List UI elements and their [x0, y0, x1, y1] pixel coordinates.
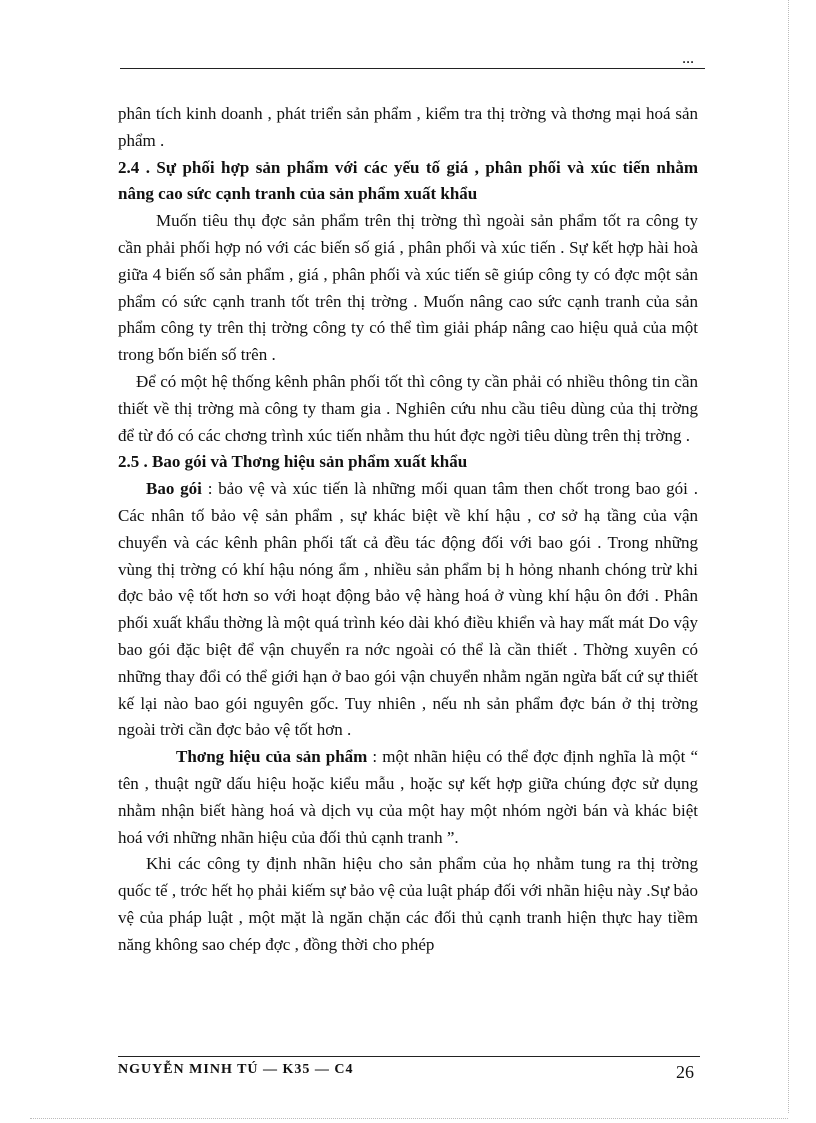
page-edge-bottom [30, 1118, 788, 1119]
page-body [118, 101, 698, 959]
paragraph-packaging [118, 476, 698, 744]
packaging-term: Bao gói [146, 479, 202, 499]
paragraph-product-coordination: Muốn tiêu thụ đợc sản phẩm trên thị trờng thì ngoài sản phẩm tốt ra công ty cần phải phối hợp nó với các biến số giá , phân phối và xúc tiến . Sự kết hợp hài hoà giữa 4 biến số sản phẩm , giá , phân phối và xúc tiến sẽ giúp công ty có đợc một sản phẩm có sức cạnh tranh tốt trên thị trờng . Muốn nâng cao sức cạnh tranh của sản phẩm công ty trên thị trờng công ty có thể tìm giải pháp nâng cao hiệu quả của một trong bốn biến số trên . [118, 211, 698, 365]
packaging-text: : bảo vệ và xúc tiến là những mối quan tâm then chốt trong bao gói . Các nhân tố bảo vệ sản phẩm , sự khác biệt về khí hậu , cơ sở hạ tầng của vận chuyển và các kênh phân phối tất cả đều tác động đối với bao gói . Trong những vùng thị trờng có khí hậu nóng ẩm , nhiều sản phẩm bị h hỏng nhanh chóng trừ khi đợc bảo vệ tốt hơn so với hoạt động bảo vệ hàng hoá ở vùng khí hậu ôn đới . Phân phối xuất khẩu thờng là một quá trình kéo dài khó điều khiển và hay mất mát Do vậy bao gói đặc biệt để vận chuyển ra nớc ngoài có thể là cần thiết . Thờng xuyên có những thay đổi có thể giới hạn ở bao gói vận chuyển nhằm ngăn ngừa bất cứ sự thiết kế lại nào bao gói nguyên gốc. Tuy nhiên , nếu nh sản phẩm đợc bán ở thị trờng ngoài trời cần đợc bảo vệ tốt hơn . [118, 479, 698, 740]
footer-author: NGUYỄN MINH TÚ — K35 — C4 [118, 1062, 354, 1077]
brand-text: : một nhãn hiệu có thể đợc định nghĩa là một “ tên , thuật ngữ dấu hiệu hoặc kiểu mẫu , hoặc sự kết hợp giữa chúng đợc sử dụng nhằm nhận biết hàng hoá và dịch vụ của một hay một nhóm ngời bán và khác biệt hoá với những nhãn hiệu của đối thủ cạnh tranh ”. [118, 747, 698, 847]
page-number: 26 [676, 1062, 694, 1082]
brand-term: Thơng hiệu của sản phẩm [176, 747, 368, 767]
paragraph-brand-protection: Khi các công ty định nhãn hiệu cho sản phẩm của họ nhằm tung ra thị trờng quốc tế , trớc hết họ phải kiếm sự bảo vệ của luật pháp đối với nhãn hiệu này .Sự bảo vệ của pháp luật , một mặt là ngăn chặn các đối thủ cạnh tranh hiện thực hay tiềm năng không sao chép đợc , đồng thời cho phép [118, 854, 698, 954]
page-footer [118, 1056, 700, 1086]
paragraph-brand [118, 744, 698, 851]
footer-rule [118, 1056, 700, 1057]
running-title: ... [683, 52, 695, 66]
section-heading-2-4: 2.4 . Sự phối hợp sản phẩm với các yếu tố giá , phân phối và xúc tiến nhằm nâng cao sức cạnh tranh của sản phẩm xuất khẩu [118, 157, 698, 204]
header-rule [120, 68, 705, 69]
section-heading-2-5: 2.5 . Bao gói và Thơng hiệu sản phẩm xuất khẩu [118, 452, 468, 472]
page-header [120, 50, 705, 70]
paragraph-continuation: phân tích kinh doanh , phát triển sản phẩm , kiểm tra thị trờng và thơng mại hoá sản phẩm . [118, 104, 698, 150]
paragraph-distribution-channel: Để có một hệ thống kênh phân phối tốt thì công ty cần phải có nhiều thông tin cần thiết về thị trờng mà công ty tham gia . Nghiên cứu nhu cầu tiêu dùng của thị trờng để từ đó có các chơng trình xúc tiến nhằm thu hút đợc ngời tiêu dùng trên thị trờng . [118, 371, 698, 445]
page-edge-right [788, 0, 789, 1113]
